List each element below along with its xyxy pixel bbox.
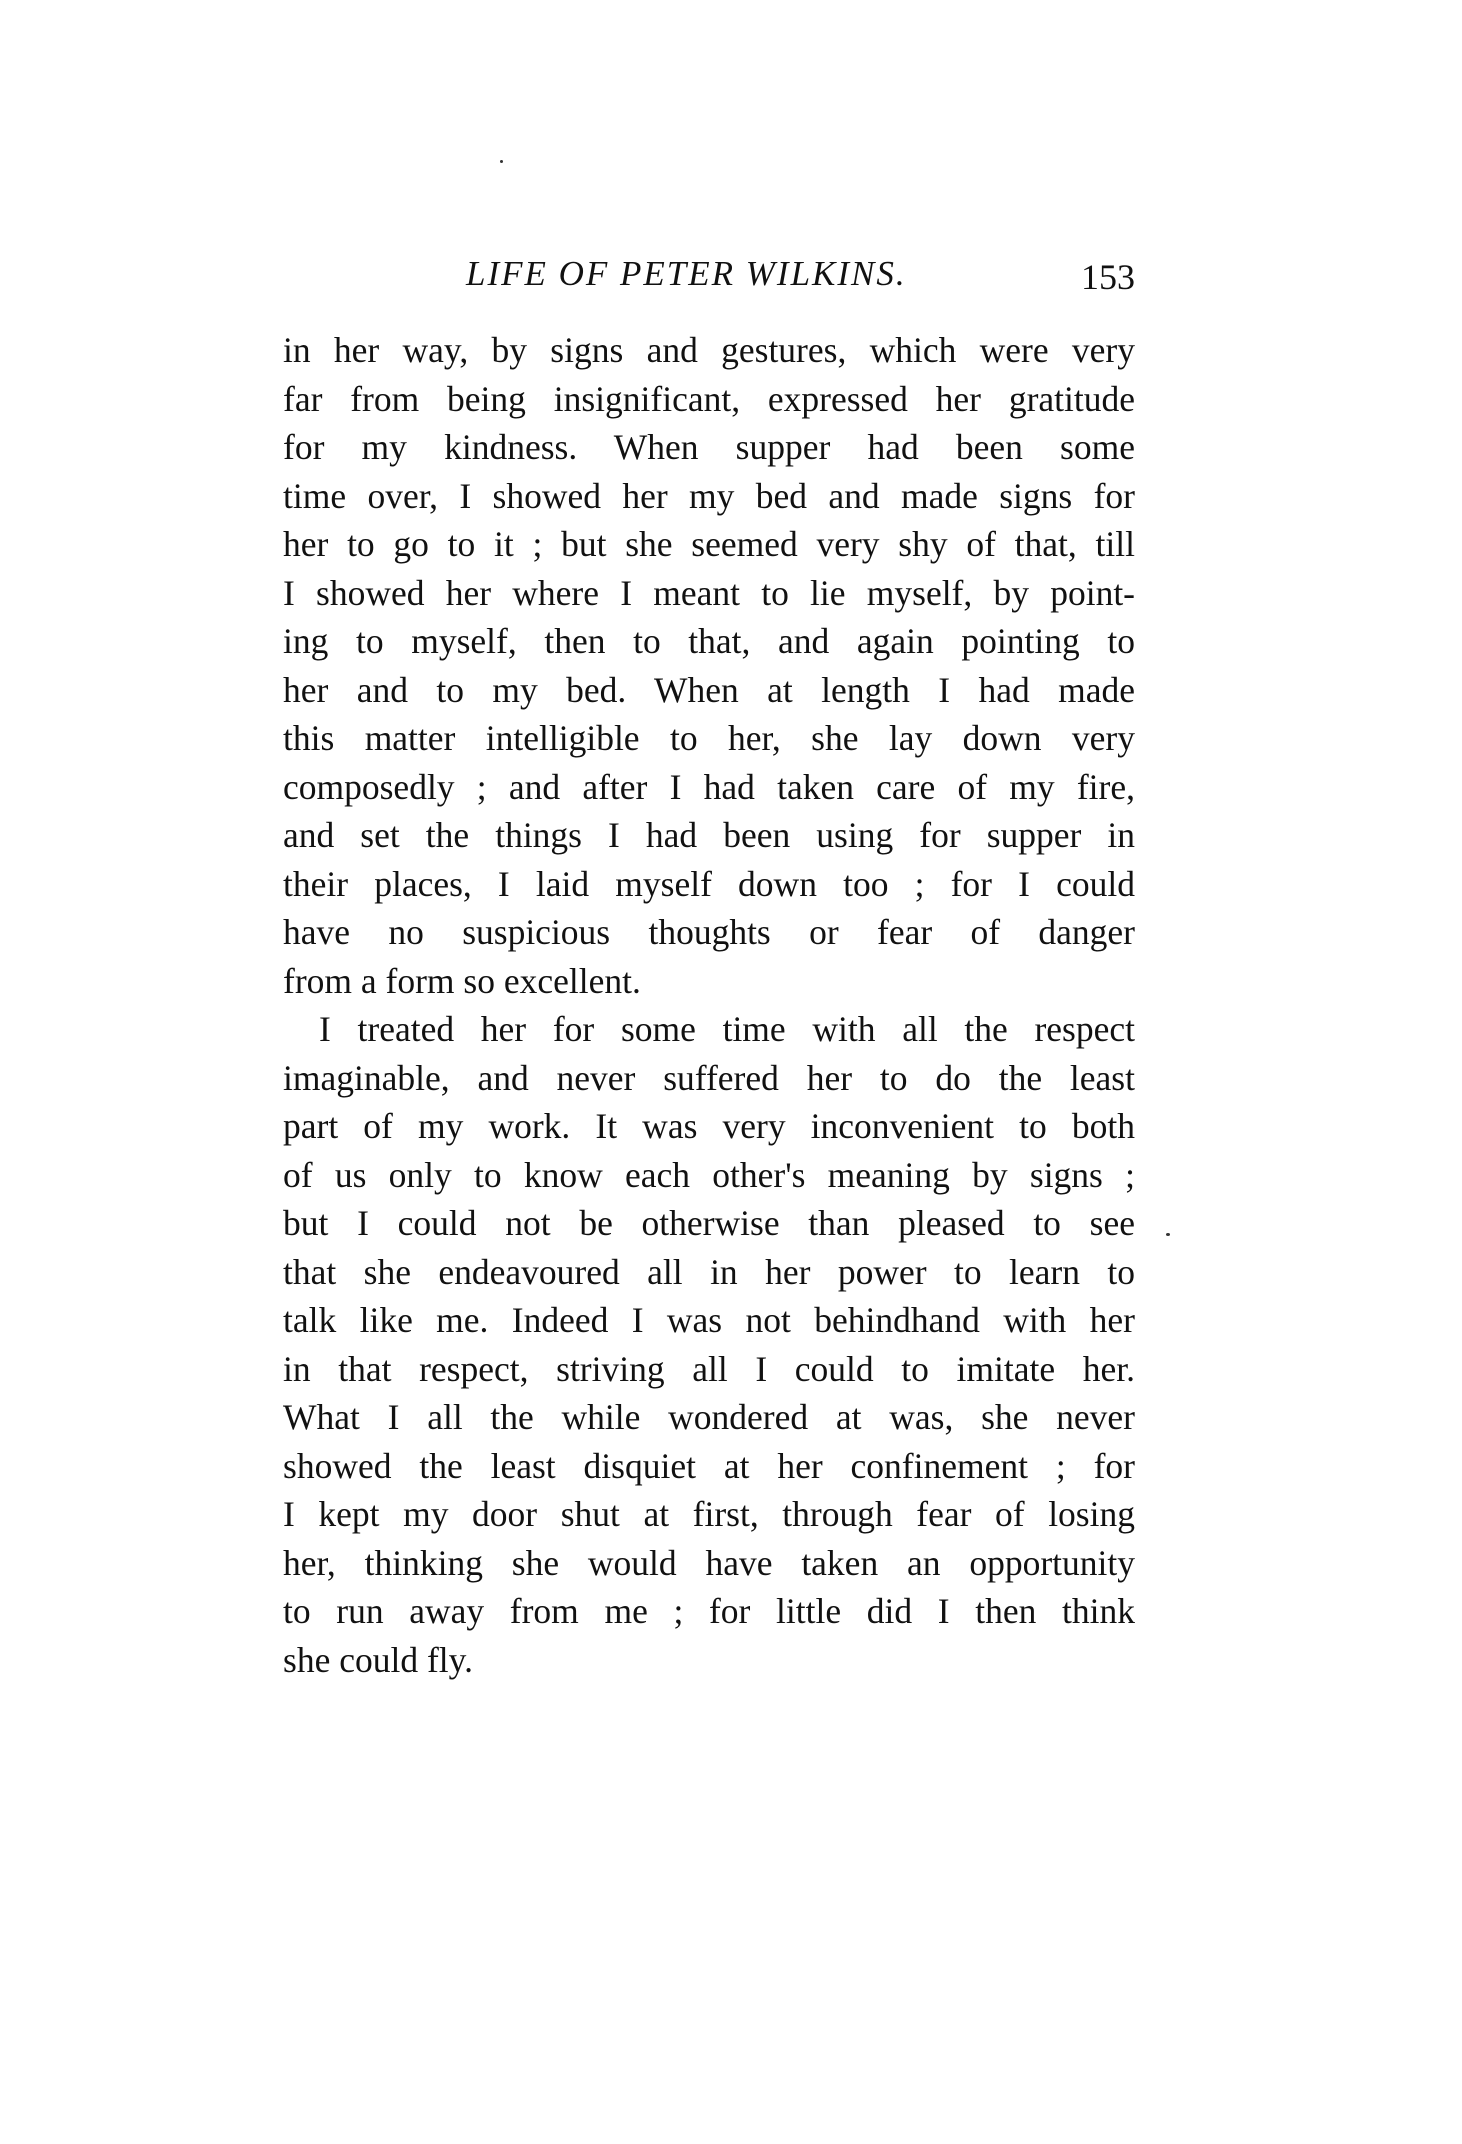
text-line: What I all the while wondered at was, she never — [283, 1397, 1135, 1437]
text-line: she could fly. — [283, 1639, 473, 1680]
text-line: ing to myself, then to that, and again pointing to — [283, 621, 1135, 661]
text-line: but I could not be otherwise than pleased to see — [283, 1203, 1135, 1243]
page-number: 153 — [1081, 257, 1135, 297]
text-line: showed the least disquiet at her confinement ; for — [283, 1445, 1135, 1486]
paragraph-2 — [283, 1005, 1135, 1684]
text-line: that she endeavoured all in her power to learn to — [283, 1251, 1135, 1292]
text-line: her to go to it ; but she seemed very shy of that, till — [283, 524, 1135, 564]
text-line: from a form so excellent. — [283, 960, 641, 1001]
page-header — [283, 254, 1135, 304]
text-line: of us only to know each other's meaning by signs ; — [283, 1154, 1135, 1195]
paragraph-1 — [283, 326, 1135, 1005]
text-line: in her way, by signs and gestures, which were very — [283, 330, 1135, 370]
text-line: talk like me. Indeed I was not behindhand with her — [283, 1300, 1135, 1340]
text-line: their places, I laid myself down too ; for I could — [283, 863, 1135, 904]
paper-speck — [500, 160, 503, 163]
text-line: in that respect, striving all I could to imitate her. — [283, 1348, 1135, 1389]
body-text — [283, 326, 1135, 1684]
text-line: her, thinking she would have taken an opportunity — [283, 1542, 1135, 1583]
text-line: have no suspicious thoughts or fear of danger — [283, 912, 1135, 952]
text-line: to run away from me ; for little did I then think — [283, 1591, 1135, 1631]
text-line: I kept my door shut at first, through fear of losing — [283, 1494, 1135, 1534]
text-line: her and to my bed. When at length I had made — [283, 669, 1135, 710]
text-line: part of my work. It was very inconvenient to both — [283, 1106, 1135, 1146]
running-title: LIFE OF PETER WILKINS. — [466, 254, 907, 293]
text-line: for my kindness. When supper had been some — [283, 427, 1135, 467]
text-line: composedly ; and after I had taken care of my fire, — [283, 766, 1135, 807]
text-line: I treated her for some time with all the respect — [319, 1009, 1135, 1049]
text-line: time over, I showed her my bed and made signs for — [283, 475, 1135, 516]
text-line: and set the things I had been using for supper in — [283, 815, 1135, 855]
text-line: I showed her where I meant to lie myself, by point- — [283, 572, 1135, 613]
paper-speck — [1166, 1233, 1170, 1236]
text-line: imaginable, and never suffered her to do the least — [283, 1057, 1135, 1098]
text-line: this matter intelligible to her, she lay down very — [283, 718, 1135, 758]
text-line: far from being insignificant, expressed her gratitude — [283, 378, 1135, 419]
